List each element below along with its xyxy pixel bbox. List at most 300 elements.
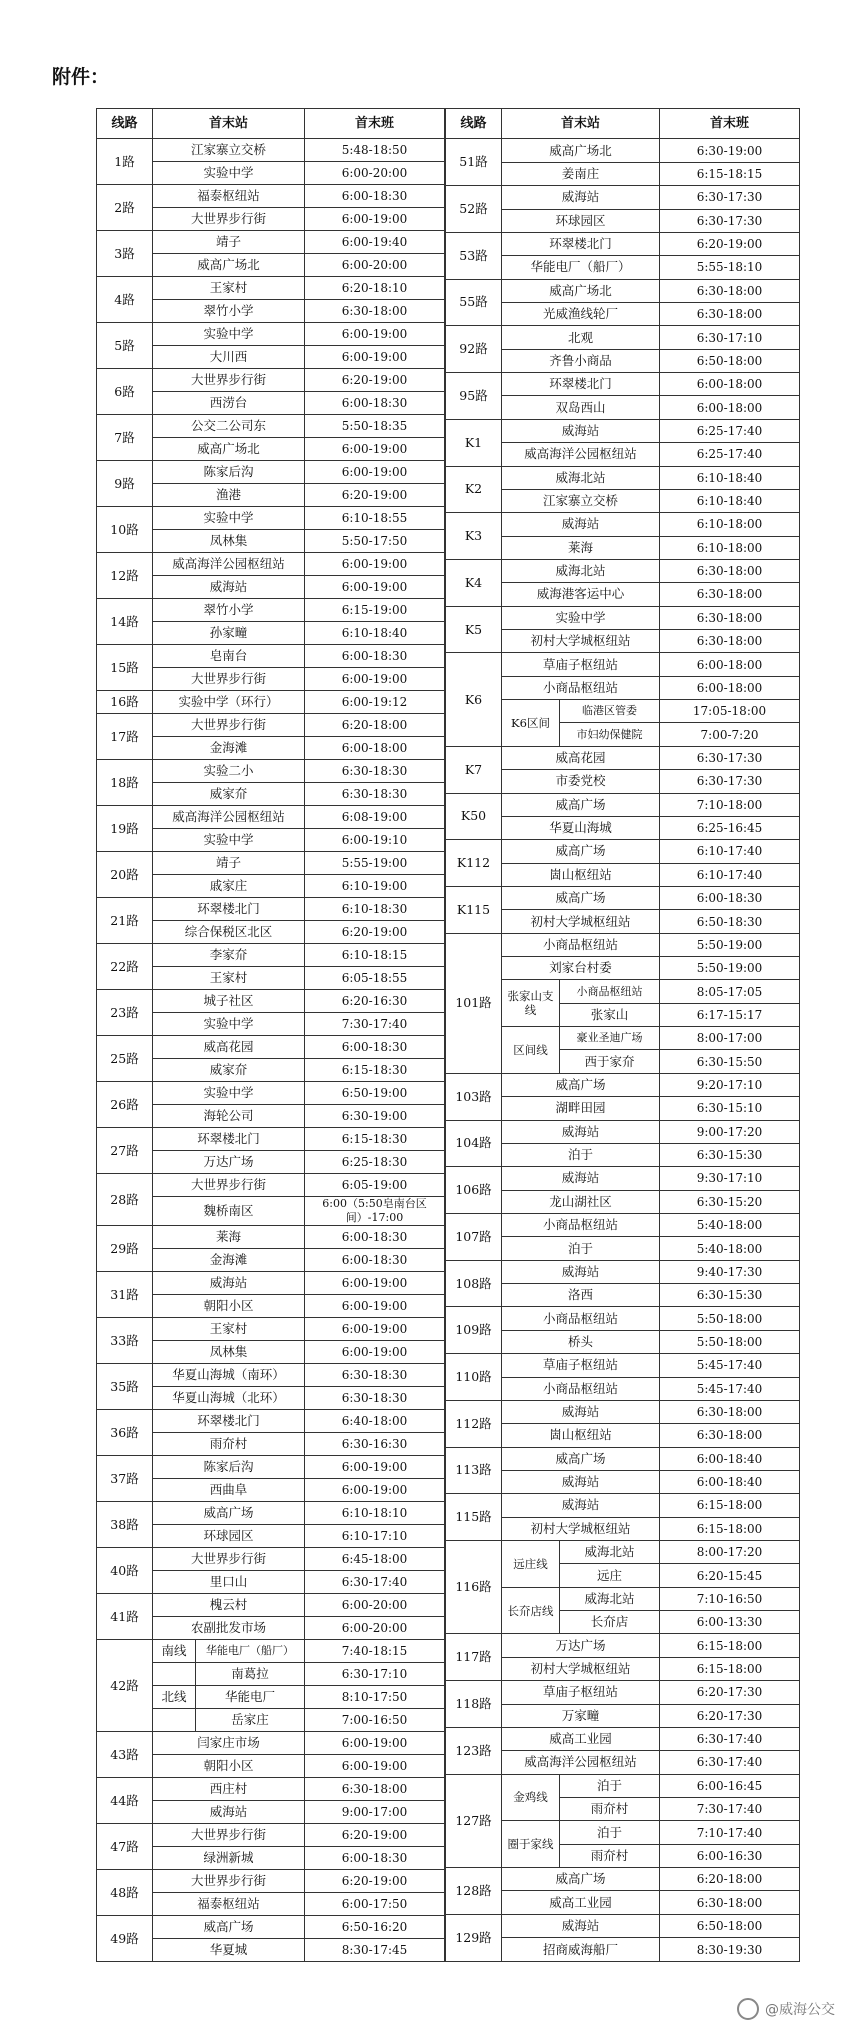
station-cell: 渔港 <box>153 484 305 507</box>
route-cell: 25路 <box>97 1036 153 1082</box>
time-cell: 5:50-17:50 <box>305 530 445 553</box>
station-cell: 实验中学 <box>153 162 305 185</box>
route-cell: 21路 <box>97 898 153 944</box>
station-cell: 李家夼 <box>153 944 305 967</box>
time-cell: 6:20-17:30 <box>660 1704 800 1727</box>
station-cell: 临港区管委 <box>560 700 660 723</box>
route-cell: 49路 <box>97 1916 153 1962</box>
route-cell: 52路 <box>446 186 502 233</box>
time-cell: 6:00-19:00 <box>305 576 445 599</box>
table-row <box>446 1868 800 1891</box>
station-cell: 大世界步行街 <box>153 1548 305 1571</box>
route-cell: 4路 <box>97 277 153 323</box>
table-row <box>97 990 445 1013</box>
time-cell: 6:15-18:30 <box>305 1128 445 1151</box>
branch-label: 区间线 <box>502 1027 560 1074</box>
station-cell: 威海北站 <box>502 559 660 582</box>
station-cell: 魏桥南区 <box>153 1197 305 1226</box>
time-cell: 6:20-16:30 <box>305 990 445 1013</box>
branch-label: K6区间 <box>502 700 560 747</box>
table-row <box>446 1774 800 1797</box>
station-cell: 张家山 <box>560 1003 660 1026</box>
time-cell: 9:00-17:20 <box>660 1120 800 1143</box>
time-cell: 6:00-18:00 <box>660 653 800 676</box>
time-cell: 5:50-19:00 <box>660 957 800 980</box>
time-cell: 6:30-17:30 <box>660 209 800 232</box>
time-cell: 5:55-18:10 <box>660 256 800 279</box>
table-row <box>97 1824 445 1847</box>
table-row <box>446 1914 800 1937</box>
station-cell: 北观 <box>502 326 660 349</box>
station-cell: 大世界步行街 <box>153 1870 305 1893</box>
time-cell: 6:00-19:00 <box>305 1318 445 1341</box>
time-cell: 6:00-19:40 <box>305 231 445 254</box>
table-row <box>97 806 445 829</box>
time-cell: 6:10-17:40 <box>660 840 800 863</box>
station-cell: 长夼店 <box>560 1611 660 1634</box>
route-cell: 31路 <box>97 1272 153 1318</box>
table-row <box>97 553 445 576</box>
time-cell: 6:30-15:30 <box>660 1143 800 1166</box>
time-cell: 6:25-16:45 <box>660 816 800 839</box>
time-cell: 6:30-17:40 <box>660 1751 800 1774</box>
time-cell: 5:50-18:00 <box>660 1307 800 1330</box>
table-row <box>446 186 800 209</box>
time-cell: 6:50-19:00 <box>305 1082 445 1105</box>
table-row <box>97 599 445 622</box>
time-cell: 6:00-20:00 <box>305 162 445 185</box>
time-cell: 6:25-17:40 <box>660 443 800 466</box>
time-cell: 6:30-18:30 <box>305 1387 445 1410</box>
time-cell: 6:30-18:00 <box>660 583 800 606</box>
station-cell: 凤林集 <box>153 1341 305 1364</box>
time-cell: 6:00-18:40 <box>660 1447 800 1470</box>
station-cell: 市委党校 <box>502 770 660 793</box>
time-cell: 6:00-19:12 <box>305 691 445 714</box>
route-cell: 42路 <box>97 1640 153 1732</box>
table-row <box>97 691 445 714</box>
station-cell: 湖畔田园 <box>502 1097 660 1120</box>
time-cell: 6:30-17:30 <box>660 186 800 209</box>
station-cell: 威海站 <box>502 1470 660 1493</box>
time-cell: 6:30-17:10 <box>305 1663 445 1686</box>
station-cell: 威海站 <box>502 1914 660 1937</box>
station-cell: 小商品枢纽站 <box>502 676 660 699</box>
watermark-text: @威海公交 <box>765 2002 835 2018</box>
time-cell: 8:00-17:20 <box>660 1541 800 1564</box>
time-cell: 5:48-18:50 <box>305 139 445 162</box>
station-cell: 大世界步行街 <box>153 208 305 231</box>
time-cell: 6:00（5:50皂南台区间）-17:00 <box>305 1197 445 1226</box>
station-cell <box>153 1686 305 1709</box>
schedule-tables <box>96 108 798 1962</box>
route-cell: 110路 <box>446 1354 502 1401</box>
time-cell: 6:00-19:00 <box>305 1755 445 1778</box>
time-cell: 6:50-18:00 <box>660 1914 800 1937</box>
table-row <box>446 232 800 255</box>
time-cell: 7:30-17:40 <box>305 1013 445 1036</box>
station-cell: 威高广场 <box>153 1916 305 1939</box>
time-cell: 8:30-19:30 <box>660 1938 800 1962</box>
station-cell: 万家疃 <box>502 1704 660 1727</box>
time-cell: 6:10-18:15 <box>305 944 445 967</box>
time-cell: 5:40-18:00 <box>660 1214 800 1237</box>
station-cell: 华夏山海城（南环） <box>153 1364 305 1387</box>
time-cell: 6:30-18:30 <box>305 783 445 806</box>
station-cell: 泊于 <box>502 1237 660 1260</box>
time-cell: 6:50-16:20 <box>305 1916 445 1939</box>
station-cell: 翠竹小学 <box>153 300 305 323</box>
route-cell: 95路 <box>446 373 502 420</box>
route-cell: 16路 <box>97 691 153 714</box>
station-cell: 大世界步行街 <box>153 714 305 737</box>
table-row <box>97 507 445 530</box>
station-cell: 实验中学（环行） <box>153 691 305 714</box>
route-cell: 41路 <box>97 1594 153 1640</box>
table-row <box>97 1318 445 1341</box>
station-cell: 华夏山海城（北环） <box>153 1387 305 1410</box>
route-cell: 55路 <box>446 279 502 326</box>
station-cell: 实验中学 <box>153 829 305 852</box>
route-cell: K2 <box>446 466 502 513</box>
station-cell: 泊于 <box>560 1821 660 1844</box>
station-cell: 环翠楼北门 <box>502 232 660 255</box>
station-cell: 威海站 <box>502 186 660 209</box>
station-cell: 威高广场 <box>502 793 660 816</box>
time-cell: 6:00-18:30 <box>305 392 445 415</box>
route-cell: 2路 <box>97 185 153 231</box>
header-row <box>97 109 445 139</box>
table-row <box>446 1167 800 1190</box>
route-cell: 26路 <box>97 1082 153 1128</box>
table-row <box>446 606 800 629</box>
time-cell: 6:40-18:00 <box>305 1410 445 1433</box>
route-cell: 43路 <box>97 1732 153 1778</box>
time-cell: 6:00-19:00 <box>305 1479 445 1502</box>
header-route: 线路 <box>97 109 153 139</box>
branch-label: 北线 <box>161 1689 187 1704</box>
route-cell: 118路 <box>446 1681 502 1728</box>
station-cell: 刘家台村委 <box>502 957 660 980</box>
station-cell: 威海站 <box>502 1400 660 1423</box>
time-cell: 6:30-18:00 <box>660 279 800 302</box>
station-cell: 威海站 <box>153 576 305 599</box>
table-row <box>97 461 445 484</box>
schedule-table-right <box>445 108 800 1962</box>
station-cell: 市妇幼保健院 <box>560 723 660 746</box>
time-cell: 6:00-18:30 <box>660 886 800 909</box>
station-cell: 威海站 <box>502 513 660 536</box>
table-row <box>446 1541 800 1564</box>
route-cell: 19路 <box>97 806 153 852</box>
station-cell: 威高海洋公园枢纽站 <box>153 553 305 576</box>
branch-station: 南葛拉 <box>195 1663 304 1685</box>
station-cell: 环球园区 <box>153 1525 305 1548</box>
station-cell: 威高广场北 <box>153 438 305 461</box>
route-cell: K115 <box>446 886 502 933</box>
time-cell: 6:30-18:00 <box>660 630 800 653</box>
header-station: 首末站 <box>153 109 305 139</box>
station-cell: 豪业圣迪广场 <box>560 1027 660 1050</box>
station-cell: 崮山枢纽站 <box>502 1424 660 1447</box>
station-cell: 福泰枢纽站 <box>153 185 305 208</box>
station-cell: 皂南台 <box>153 645 305 668</box>
station-cell: 小商品枢纽站 <box>560 980 660 1003</box>
table-row <box>446 326 800 349</box>
page-title: 附件： <box>52 66 110 88</box>
station-cell: 综合保税区北区 <box>153 921 305 944</box>
table-row <box>446 373 800 396</box>
time-cell: 5:50-19:00 <box>660 933 800 956</box>
time-cell: 6:15-18:00 <box>660 1657 800 1680</box>
route-cell: 38路 <box>97 1502 153 1548</box>
route-cell: 5路 <box>97 323 153 369</box>
station-cell: 威高广场北 <box>502 279 660 302</box>
station-cell: 草庙子枢纽站 <box>502 1681 660 1704</box>
route-cell: 108路 <box>446 1260 502 1307</box>
time-cell: 6:30-18:00 <box>660 1424 800 1447</box>
header-time: 首末班 <box>660 109 800 139</box>
time-cell: 6:00-20:00 <box>305 1594 445 1617</box>
table-row <box>97 139 445 162</box>
station-cell: 崮山枢纽站 <box>502 863 660 886</box>
branch-label: 圈于家线 <box>502 1821 560 1868</box>
time-cell: 6:00-19:00 <box>305 1732 445 1755</box>
station-cell: 威家夼 <box>153 1059 305 1082</box>
table-row <box>446 1214 800 1237</box>
route-cell: 40路 <box>97 1548 153 1594</box>
branch-station: 华能电厂（船厂） <box>195 1640 304 1662</box>
station-cell: 威高广场 <box>153 1502 305 1525</box>
station-cell: 泊于 <box>560 1774 660 1797</box>
time-cell: 6:05-18:55 <box>305 967 445 990</box>
time-cell: 6:15-18:15 <box>660 162 800 185</box>
time-cell: 17:05-18:00 <box>660 700 800 723</box>
time-cell: 6:50-18:30 <box>660 910 800 933</box>
station-cell: 威高花园 <box>153 1036 305 1059</box>
station-cell: 里口山 <box>153 1571 305 1594</box>
header-time: 首末班 <box>305 109 445 139</box>
time-cell: 9:30-17:10 <box>660 1167 800 1190</box>
time-cell: 6:05-19:00 <box>305 1174 445 1197</box>
station-cell: 西于家夼 <box>560 1050 660 1073</box>
station-cell: 靖子 <box>153 852 305 875</box>
station-cell: 威高广场北 <box>153 254 305 277</box>
station-cell <box>153 1640 305 1663</box>
time-cell: 6:30-16:30 <box>305 1433 445 1456</box>
route-cell: 27路 <box>97 1128 153 1174</box>
route-cell: 29路 <box>97 1226 153 1272</box>
table-row <box>446 933 800 956</box>
station-cell: 大世界步行街 <box>153 1824 305 1847</box>
table-row <box>97 231 445 254</box>
station-cell: 洛西 <box>502 1284 660 1307</box>
table-row <box>446 1447 800 1470</box>
table-row <box>97 714 445 737</box>
station-cell: 福泰枢纽站 <box>153 1893 305 1916</box>
time-cell: 6:10-18:55 <box>305 507 445 530</box>
station-cell: 威海北站 <box>560 1541 660 1564</box>
station-cell: 小商品枢纽站 <box>502 1377 660 1400</box>
table-row <box>446 653 800 676</box>
table-row <box>446 139 800 162</box>
time-cell: 6:30-18:00 <box>660 606 800 629</box>
route-cell: 53路 <box>446 232 502 279</box>
station-cell: 环翠楼北门 <box>502 373 660 396</box>
time-cell: 6:50-18:00 <box>660 349 800 372</box>
table-row <box>97 1036 445 1059</box>
time-cell: 9:00-17:00 <box>305 1801 445 1824</box>
time-cell: 6:10-18:30 <box>305 898 445 921</box>
time-cell: 6:10-18:10 <box>305 1502 445 1525</box>
time-cell: 6:00-19:00 <box>305 208 445 231</box>
station-cell: 初村大学城枢纽站 <box>502 630 660 653</box>
station-cell: 初村大学城枢纽站 <box>502 1517 660 1540</box>
route-cell: 104路 <box>446 1120 502 1167</box>
time-cell: 6:30-18:00 <box>660 1400 800 1423</box>
station-cell: 草庙子枢纽站 <box>502 653 660 676</box>
station-cell: 闫家庄市场 <box>153 1732 305 1755</box>
station-cell: 威高广场北 <box>502 139 660 162</box>
station-cell: 威家夼 <box>153 783 305 806</box>
route-cell: 37路 <box>97 1456 153 1502</box>
time-cell: 6:30-18:00 <box>660 302 800 325</box>
time-cell: 6:20-19:00 <box>305 1870 445 1893</box>
time-cell: 6:00-17:50 <box>305 1893 445 1916</box>
table-row <box>97 1870 445 1893</box>
route-cell: 48路 <box>97 1870 153 1916</box>
route-cell: 123路 <box>446 1727 502 1774</box>
route-cell: 47路 <box>97 1824 153 1870</box>
table-row <box>446 840 800 863</box>
station-cell: 泊于 <box>502 1143 660 1166</box>
time-cell: 6:00-19:00 <box>305 438 445 461</box>
station-cell: 雨夼村 <box>153 1433 305 1456</box>
time-cell: 6:30-17:40 <box>305 1571 445 1594</box>
time-cell: 5:55-19:00 <box>305 852 445 875</box>
station-cell: 王家村 <box>153 277 305 300</box>
time-cell: 6:00-18:00 <box>660 396 800 419</box>
station-cell: 雨夼村 <box>560 1797 660 1820</box>
time-cell: 6:30-17:30 <box>660 770 800 793</box>
time-cell: 6:30-18:00 <box>305 300 445 323</box>
route-cell: 51路 <box>446 139 502 186</box>
route-cell: 112路 <box>446 1400 502 1447</box>
time-cell: 6:20-17:30 <box>660 1681 800 1704</box>
time-cell: 6:00-18:00 <box>660 373 800 396</box>
route-cell: 28路 <box>97 1174 153 1226</box>
time-cell: 6:00-18:30 <box>305 1226 445 1249</box>
time-cell: 6:10-18:00 <box>660 513 800 536</box>
time-cell: 6:30-18:00 <box>660 559 800 582</box>
table-row <box>97 760 445 783</box>
time-cell: 7:00-16:50 <box>305 1709 445 1732</box>
station-cell: 威海站 <box>502 1494 660 1517</box>
station-cell: 江家寨立交桥 <box>502 489 660 512</box>
time-cell: 8:10-17:50 <box>305 1686 445 1709</box>
route-cell: 92路 <box>446 326 502 373</box>
time-cell: 6:30-17:30 <box>660 746 800 769</box>
table-row <box>97 944 445 967</box>
time-cell: 6:30-17:10 <box>660 326 800 349</box>
station-cell: 威海站 <box>502 1120 660 1143</box>
time-cell: 6:00-19:00 <box>305 461 445 484</box>
time-cell: 7:10-17:40 <box>660 1821 800 1844</box>
table-row <box>97 1456 445 1479</box>
branch-label: 南线 <box>161 1643 187 1658</box>
station-cell: 万达广场 <box>502 1634 660 1657</box>
table-row <box>97 852 445 875</box>
time-cell: 7:10-18:00 <box>660 793 800 816</box>
time-cell: 8:05-17:05 <box>660 980 800 1003</box>
station-cell: 龙山湖社区 <box>502 1190 660 1213</box>
table-row <box>446 559 800 582</box>
table-row <box>446 1120 800 1143</box>
route-cell: 7路 <box>97 415 153 461</box>
time-cell: 8:00-17:00 <box>660 1027 800 1050</box>
time-cell: 6:20-19:00 <box>305 1824 445 1847</box>
time-cell: 6:45-18:00 <box>305 1548 445 1571</box>
station-cell: 实验中学 <box>153 1013 305 1036</box>
time-cell: 6:30-19:00 <box>305 1105 445 1128</box>
station-cell: 华能电厂（船厂） <box>502 256 660 279</box>
time-cell: 6:20-19:00 <box>305 484 445 507</box>
time-cell: 6:10-17:40 <box>660 863 800 886</box>
station-cell: 公交二公司东 <box>153 415 305 438</box>
time-cell: 9:40-17:30 <box>660 1260 800 1283</box>
table-row <box>446 793 800 816</box>
station-cell: 桥头 <box>502 1330 660 1353</box>
station-cell: 华夏山海城 <box>502 816 660 839</box>
route-cell: K112 <box>446 840 502 887</box>
table-row <box>97 1916 445 1939</box>
table-row <box>97 1778 445 1801</box>
table-row <box>446 419 800 442</box>
station-cell: 威高广场 <box>502 1868 660 1891</box>
time-cell: 6:30-15:10 <box>660 1097 800 1120</box>
schedule-table-left <box>96 108 445 1962</box>
watermark <box>737 1998 835 2020</box>
route-cell: 33路 <box>97 1318 153 1364</box>
station-cell: 实验中学 <box>502 606 660 629</box>
table-row <box>446 746 800 769</box>
station-cell: 招商威海船厂 <box>502 1938 660 1962</box>
station-cell: 环球园区 <box>502 209 660 232</box>
time-cell: 5:50-18:35 <box>305 415 445 438</box>
table-row <box>446 1073 800 1096</box>
station-cell: 金海滩 <box>153 1249 305 1272</box>
station-cell: 戚家庄 <box>153 875 305 898</box>
station-cell: 光威渔线轮厂 <box>502 302 660 325</box>
route-cell: 6路 <box>97 369 153 415</box>
table-row <box>97 898 445 921</box>
time-cell: 6:17-15:17 <box>660 1003 800 1026</box>
station-cell: 环翠楼北门 <box>153 1410 305 1433</box>
time-cell: 6:00-18:30 <box>305 1036 445 1059</box>
table-row <box>446 886 800 909</box>
time-cell: 6:20-19:00 <box>660 232 800 255</box>
time-cell: 6:15-18:00 <box>660 1634 800 1657</box>
route-cell: 116路 <box>446 1541 502 1634</box>
station-cell: 海轮公司 <box>153 1105 305 1128</box>
station-cell: 威高工业园 <box>502 1891 660 1914</box>
time-cell: 6:10-18:40 <box>305 622 445 645</box>
time-cell: 6:00-19:00 <box>305 668 445 691</box>
station-cell: 威海站 <box>502 419 660 442</box>
station-cell: 初村大学城枢纽站 <box>502 1657 660 1680</box>
station-cell: 威海站 <box>153 1272 305 1295</box>
station-cell: 凤林集 <box>153 530 305 553</box>
